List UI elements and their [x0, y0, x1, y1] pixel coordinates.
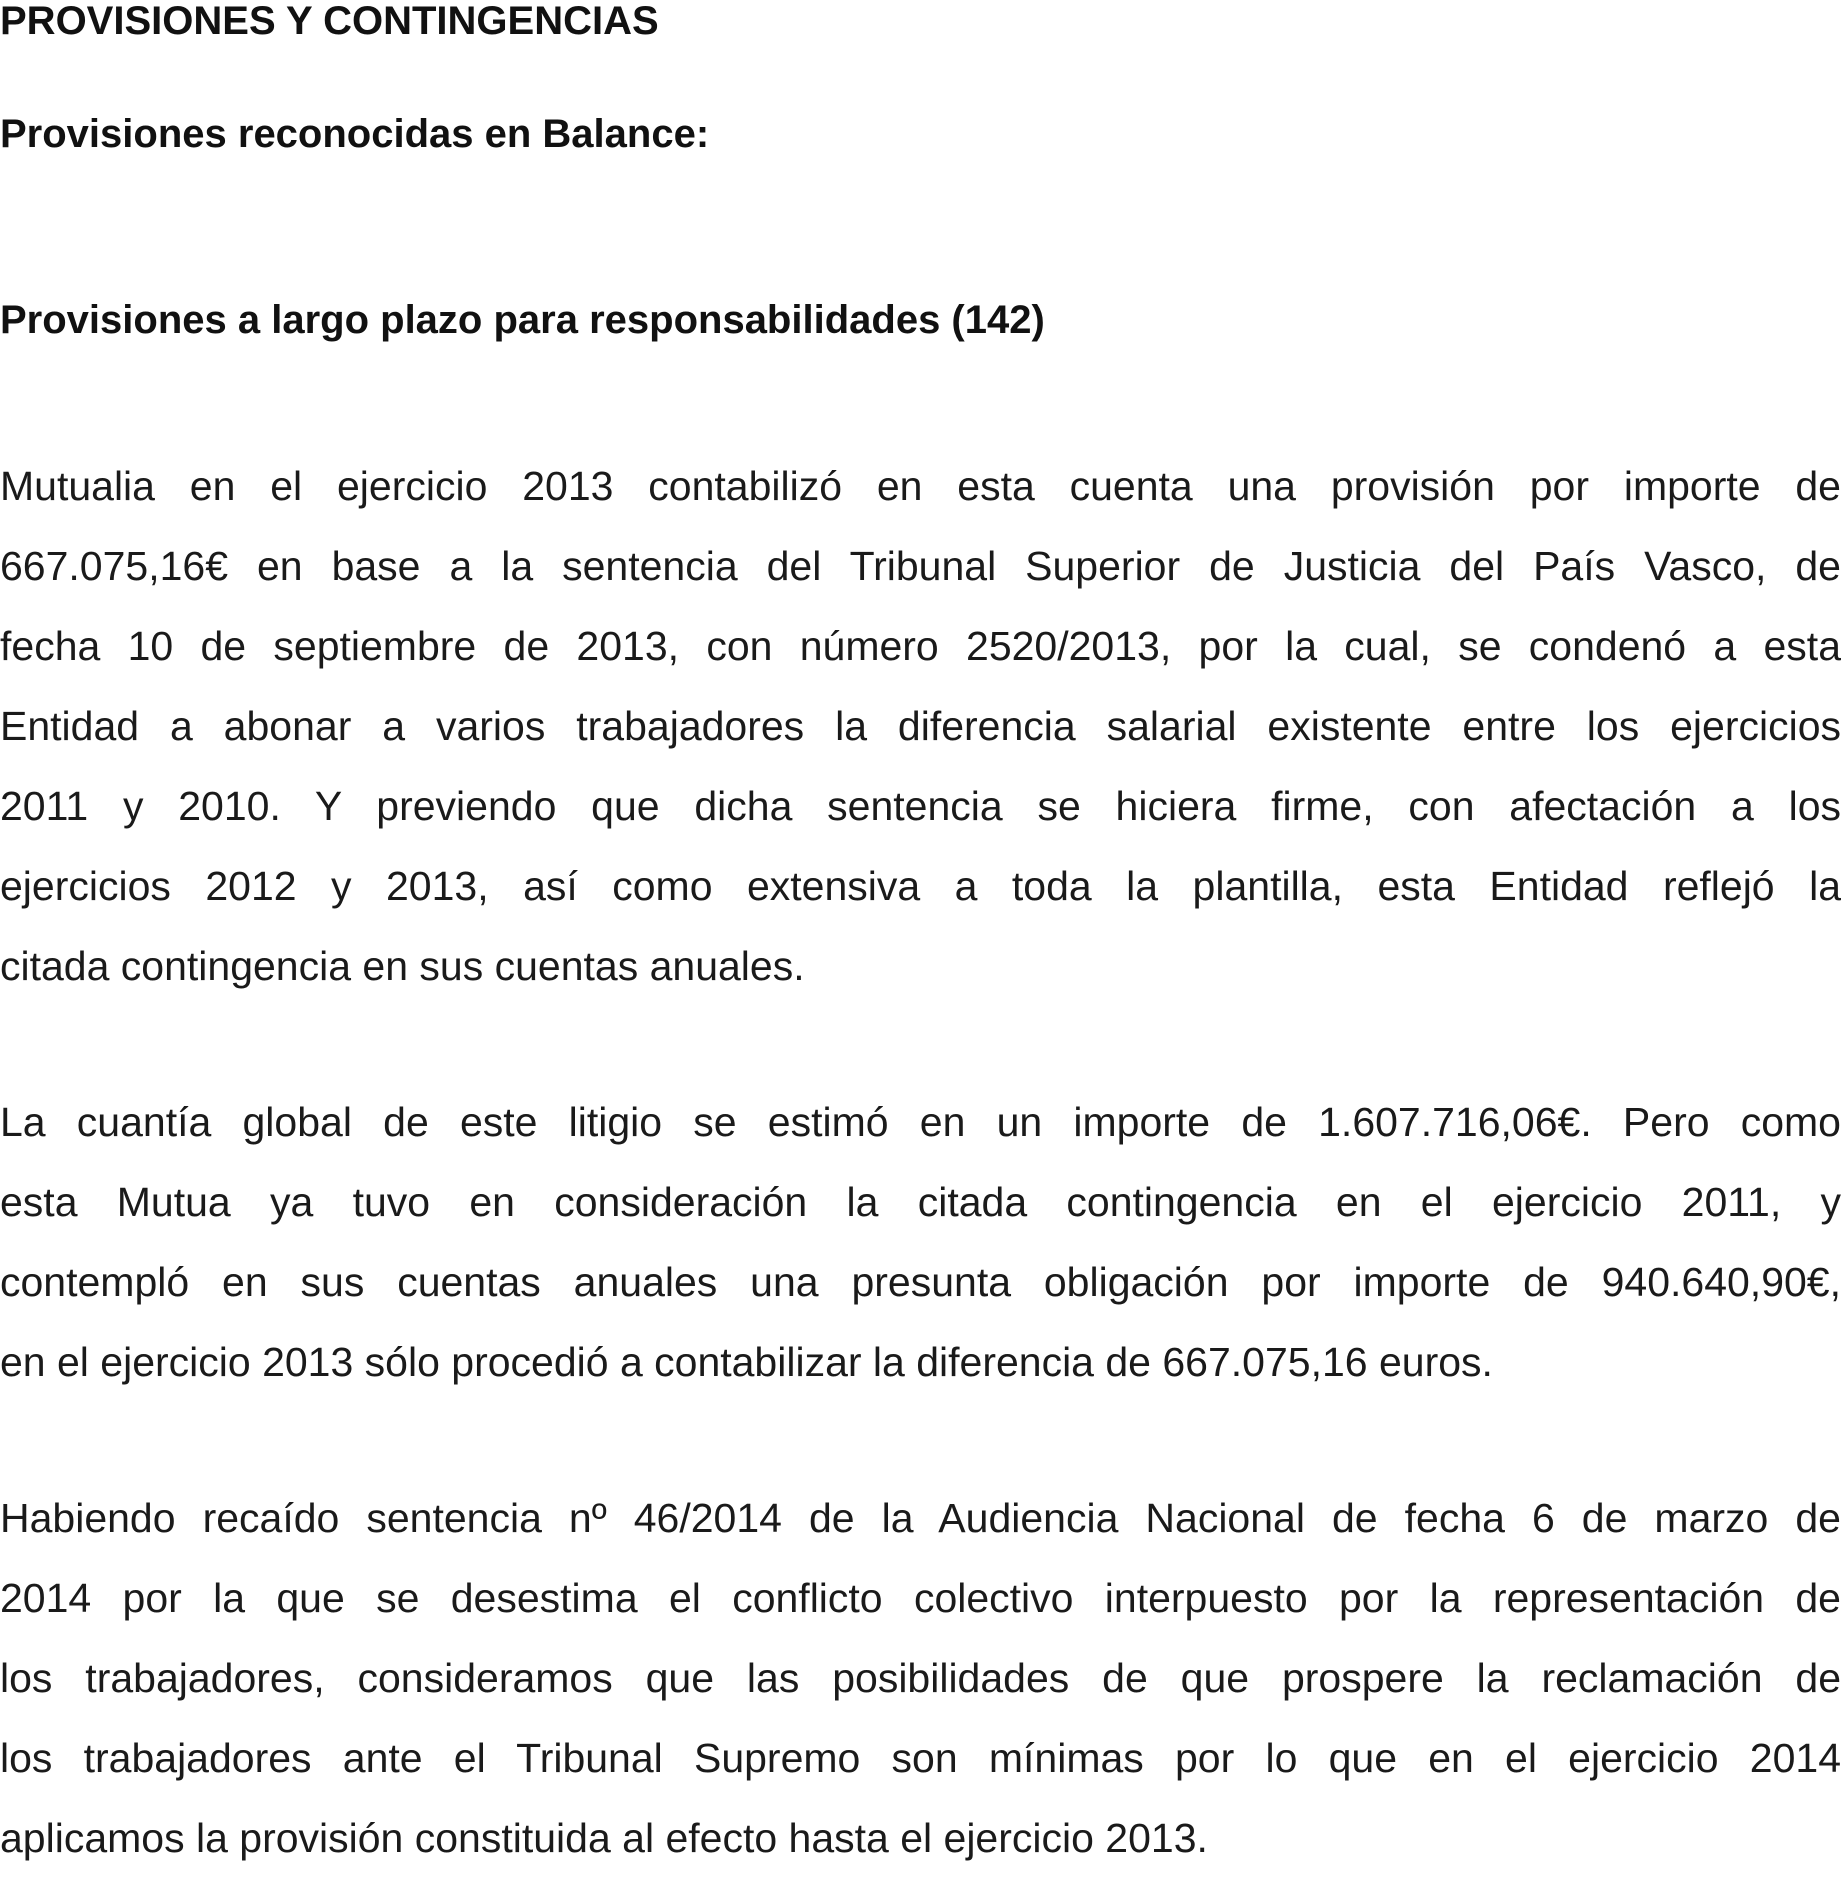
paragraph-line: los trabajadores, consideramos que las posibilidades de que prospere la reclamación de [0, 1655, 1841, 1701]
paragraph-line: fecha 10 de septiembre de 2013, con número 2520/2013, por la cual, se condenó a esta [0, 623, 1841, 669]
paragraph-line: 2011 y 2010. Y previendo que dicha sentencia se hiciera firme, con afectación a los [0, 783, 1841, 829]
paragraph-provision-application-2014 [0, 1478, 1841, 1878]
paragraph-line: 667.075,16€ en base a la sentencia del Tribunal Superior de Justicia del País Vasco, de [0, 543, 1841, 589]
document-subtitle: Provisiones reconocidas en Balance: [0, 112, 710, 156]
section-heading: Provisiones a largo plazo para responsabilidades (142) [0, 298, 1045, 342]
paragraph-line: los trabajadores ante el Tribunal Supremo son mínimas por lo que en el ejercicio 2014 [0, 1735, 1841, 1781]
paragraph-line: esta Mutua ya tuvo en consideración la citada contingencia en el ejercicio 2011, y [0, 1179, 1841, 1225]
paragraph-line: 2014 por la que se desestima el conflicto colectivo interpuesto por la representación de [0, 1575, 1841, 1621]
paragraph-line: citada contingencia en sus cuentas anuales. [0, 943, 805, 989]
paragraph-line: Entidad a abonar a varios trabajadores la diferencia salarial existente entre los ejercicios [0, 703, 1841, 749]
paragraph-provision-2013 [0, 446, 1841, 1006]
paragraph-line: ejercicios 2012 y 2013, así como extensiva a toda la plantilla, esta Entidad reflejó la [0, 863, 1841, 909]
paragraph-line: aplicamos la provisión constituida al efecto hasta el ejercicio 2013. [0, 1815, 1208, 1861]
paragraph-line: contempló en sus cuentas anuales una presunta obligación por importe de 940.640,90€, [0, 1259, 1841, 1305]
paragraph-litigation-amount [0, 1082, 1841, 1402]
paragraph-line: Mutualia en el ejercicio 2013 contabilizó en esta cuenta una provisión por importe de [0, 463, 1841, 509]
paragraph-line: La cuantía global de este litigio se estimó en un importe de 1.607.716,06€. Pero como [0, 1099, 1841, 1145]
paragraph-line: en el ejercicio 2013 sólo procedió a contabilizar la diferencia de 667.075,16 euros. [0, 1339, 1493, 1385]
document-title: PROVISIONES Y CONTINGENCIAS [0, 0, 659, 43]
paragraph-line: Habiendo recaído sentencia nº 46/2014 de la Audiencia Nacional de fecha 6 de marzo de [0, 1495, 1841, 1541]
